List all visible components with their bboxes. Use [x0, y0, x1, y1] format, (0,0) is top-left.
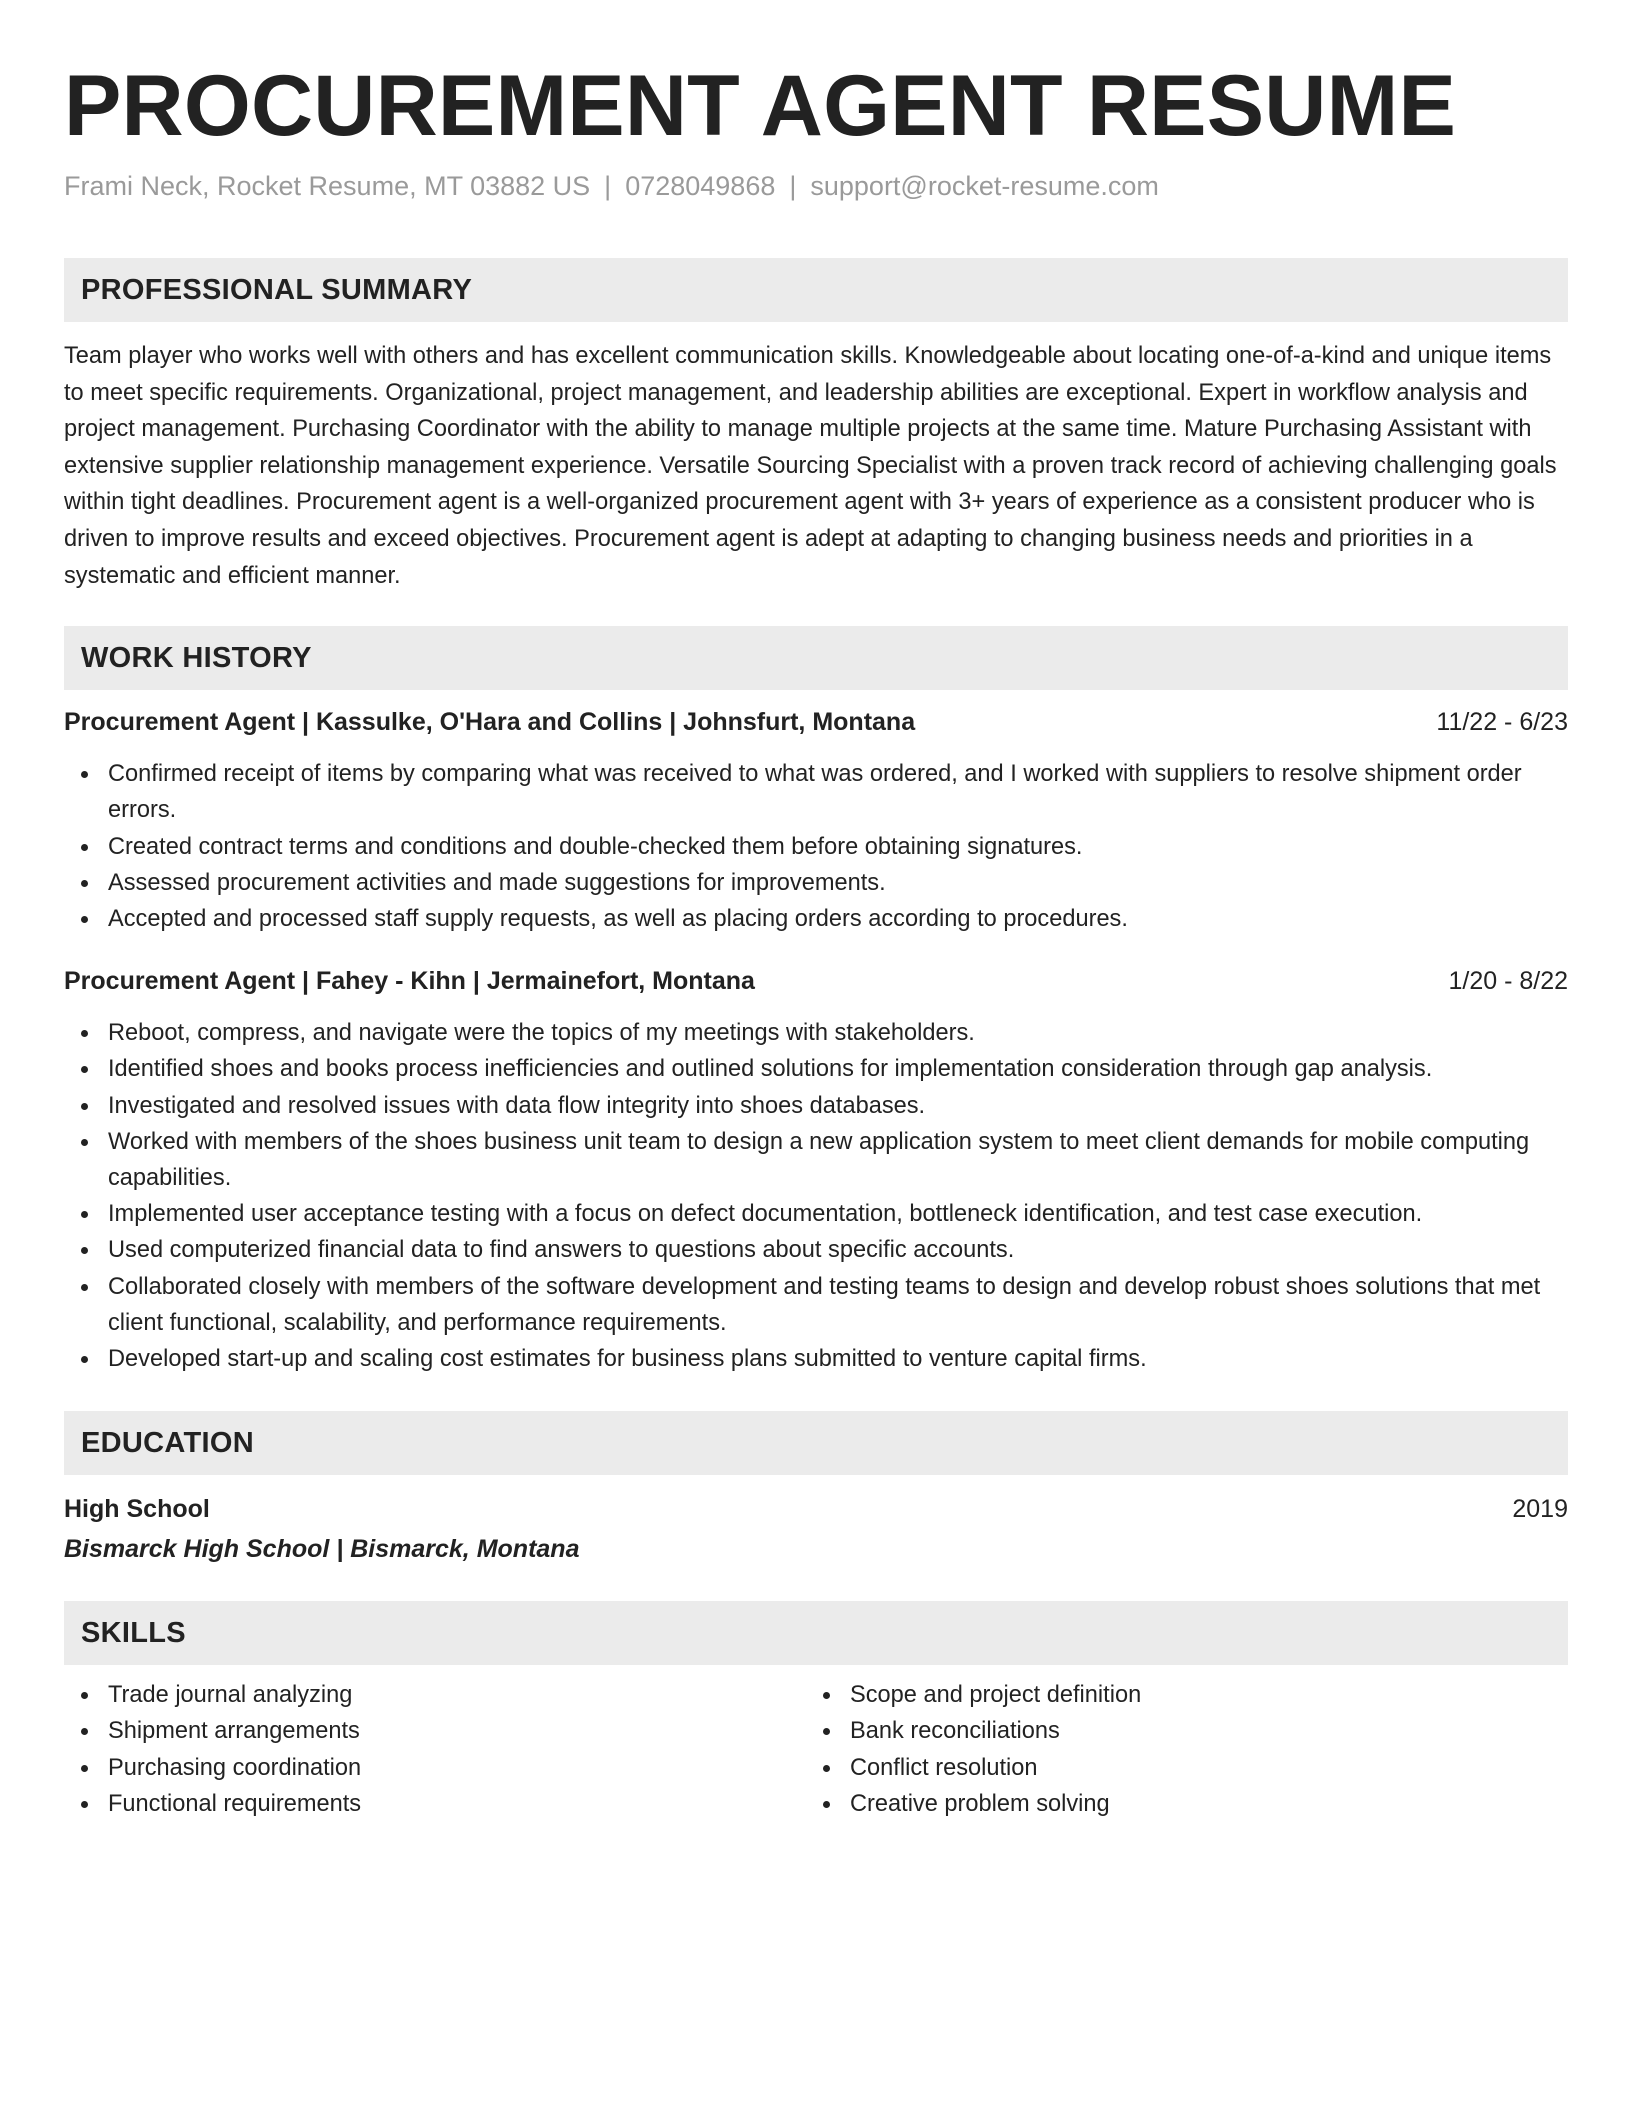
job-bullet-list	[64, 756, 1568, 937]
contact-separator: |	[789, 171, 797, 201]
skill-item: Scope and project definition	[806, 1677, 1548, 1713]
job-dates: 11/22 - 6/23	[1436, 708, 1568, 737]
skill-item: Creative problem solving	[806, 1786, 1548, 1822]
job-header	[64, 963, 1568, 999]
education-degree: High School	[64, 1495, 210, 1524]
education-header	[64, 1491, 1568, 1527]
job-bullet: Identified shoes and books process inefficiencies and outlined solutions for implementation consideration through gap analysis.	[64, 1051, 1568, 1087]
job-bullet: Accepted and processed staff supply requests, as well as placing orders according to procedures.	[64, 901, 1568, 937]
job-bullet: Worked with members of the shoes business unit team to design a new application system to meet client demands for mobile computing capabilities.	[64, 1124, 1568, 1196]
skill-item: Purchasing coordination	[64, 1750, 806, 1786]
job-title: Procurement Agent | Fahey - Kihn | Jermainefort, Montana	[64, 967, 755, 996]
job-bullet: Collaborated closely with members of the software development and testing teams to design and develop robust shoes solutions that met client functional, scalability, and performance requirements.	[64, 1269, 1568, 1341]
education-entry	[64, 1491, 1568, 1567]
section-heading-education: EDUCATION	[64, 1411, 1568, 1475]
resume-page	[64, 0, 1568, 1822]
job-bullet: Used computerized financial data to find answers to questions about specific accounts.	[64, 1232, 1568, 1268]
job-title: Procurement Agent | Kassulke, O'Hara and Collins | Johnsfurt, Montana	[64, 708, 916, 737]
education-school: Bismarck High School | Bismarck, Montana	[64, 1535, 580, 1564]
job-bullet: Reboot, compress, and navigate were the topics of my meetings with stakeholders.	[64, 1015, 1568, 1051]
summary-paragraph: Team player who works well with others and has excellent communication skills. Knowledgeable about locating one-of-a-kind and unique items to meet specific requirements. Organizational, project management, and leadership abilities are exceptional. Expert in workflow analysis and project management. Purchasing Coordinator with the ability to manage multiple projects at the same time. Mature Purchasing Assistant with extensive supplier relationship management experience. Versatile Sourcing Specialist with a proven track record of achieving challenging goals within tight deadlines. Procurement agent is a well-organized procurement agent with 3+ years of experience as a consistent producer who is driven to improve results and exceed objectives. Procurement agent is adept at adapting to changing business needs and priorities in a systematic and efficient manner.	[64, 343, 1557, 589]
education-year: 2019	[1512, 1495, 1568, 1524]
contact-separator: |	[604, 171, 612, 201]
skill-item: Bank reconciliations	[806, 1713, 1548, 1749]
contact-line	[64, 168, 1568, 204]
skill-item: Trade journal analyzing	[64, 1677, 806, 1713]
section-heading-work-history: WORK HISTORY	[64, 626, 1568, 690]
skills-column-left	[64, 1677, 806, 1822]
section-heading-summary: PROFESSIONAL SUMMARY	[64, 258, 1568, 322]
job-bullet: Investigated and resolved issues with data flow integrity into shoes databases.	[64, 1088, 1568, 1124]
contact-address: Frami Neck, Rocket Resume, MT 03882 US	[64, 171, 591, 201]
job-entry	[64, 963, 1568, 1377]
contact-email: support@rocket-resume.com	[810, 171, 1159, 201]
job-dates: 1/20 - 8/22	[1448, 967, 1568, 996]
contact-phone: 0728049868	[625, 171, 776, 201]
job-entry	[64, 704, 1568, 937]
job-bullet-list	[64, 1015, 1568, 1377]
skills-list	[64, 1677, 1568, 1822]
job-bullet: Implemented user acceptance testing with a focus on defect documentation, bottleneck identification, and test case execution.	[64, 1196, 1568, 1232]
job-header	[64, 704, 1568, 740]
skill-item: Shipment arrangements	[64, 1713, 806, 1749]
skill-item: Functional requirements	[64, 1786, 806, 1822]
resume-title: PROCUREMENT AGENT RESUME	[64, 58, 1457, 154]
section-heading-skills: SKILLS	[64, 1601, 1568, 1665]
skills-column-right	[806, 1677, 1548, 1822]
job-bullet: Created contract terms and conditions and double-checked them before obtaining signatures.	[64, 829, 1568, 865]
job-bullet: Assessed procurement activities and made suggestions for improvements.	[64, 865, 1568, 901]
job-bullet: Developed start-up and scaling cost estimates for business plans submitted to venture capital firms.	[64, 1341, 1568, 1377]
skill-item: Conflict resolution	[806, 1750, 1548, 1786]
job-bullet: Confirmed receipt of items by comparing what was received to what was ordered, and I worked with suppliers to resolve shipment order errors.	[64, 756, 1568, 828]
